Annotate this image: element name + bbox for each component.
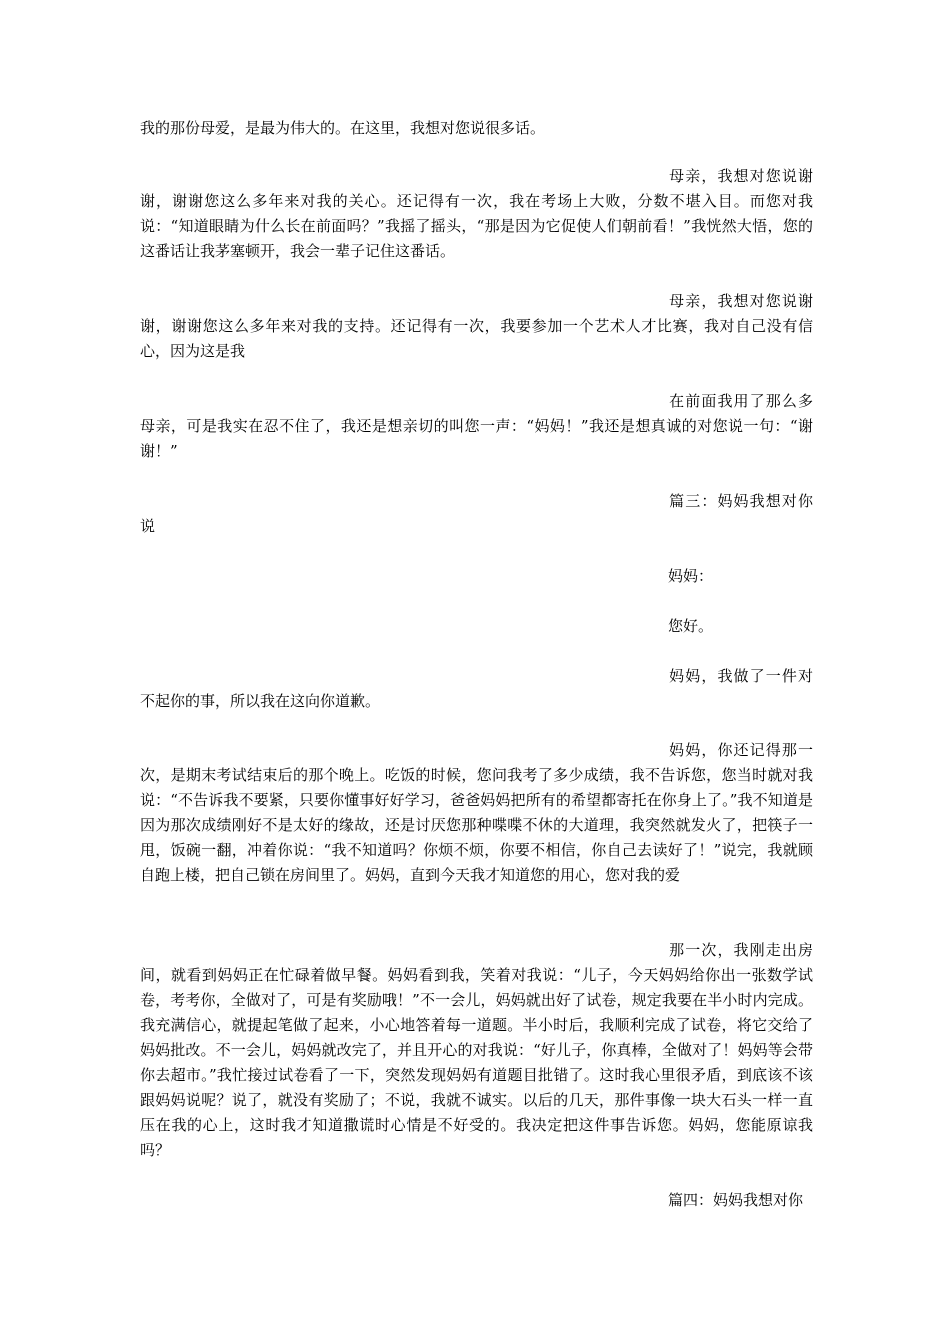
paragraph-text: 妈妈，我做了一件对不起你的事，所以我在这向你道歉。 xyxy=(140,667,813,710)
paragraph-4 xyxy=(140,389,813,464)
paragraph-text: 那一次，我刚走出房间，就看到妈妈正在忙碌着做早餐。妈妈看到我，笑着对我说：“儿子，今天妈妈给你出一张数学试卷，考考你，全做对了，可是有奖励哦！”不一会儿，妈妈就出好了试卷，规定我要在半小时内完成。我充满信心，就提起笔做了起来，小心地答着每一道题。半小时后，我顺利完成了试卷，将它交给了妈妈批改。不一会儿，妈妈就改完了，并且开心的对我说：“好儿子，你真棒，全做对了！妈妈等会带你去超市。”我忙接过试卷看了一下，突然发现妈妈有道题目批错了。这时我心里很矛盾，到底该不该跟妈妈说呢？说了，就没有奖励了；不说，我就不诚实。以后的几天，那件事像一块大石头一样一直压在我的心上，这时我才知道撒谎时心情是不好受的。我决定把这件事告诉您。妈妈，您能原谅我吗？ xyxy=(140,941,813,1159)
paragraph-3 xyxy=(140,289,813,364)
greeting-text: 您好。 xyxy=(668,617,714,635)
heading-text: 篇四：妈妈我想对你 xyxy=(668,1191,804,1209)
paragraph-1 xyxy=(140,116,813,141)
section-heading-3 xyxy=(140,489,813,539)
paragraph-7 xyxy=(140,938,813,1163)
salutation xyxy=(140,564,813,589)
heading-text: 篇三：妈妈我想对你说 xyxy=(140,492,813,535)
paragraph-text: 我的那份母爱，是最为伟大的。在这里，我想对您说很多话。 xyxy=(140,119,546,137)
paragraph-text: 在前面我用了那么多母亲，可是我实在忍不住了，我还是想亲切的叫您一声：“妈妈！”我还是想真诚的对您说一句：“谢谢！” xyxy=(140,392,813,460)
greeting xyxy=(140,614,813,639)
paragraph-text: 妈妈，你还记得那一次，是期末考试结束后的那个晚上。吃饭的时候，您问我考了多少成绩，我不告诉您，您当时就对我说：“不告诉我不要紧，只要你懂事好好学习，爸爸妈妈把所有的希望都寄托在你身上了。”我不知道是因为那次成绩刚好不是太好的缘故，还是讨厌您那种喋喋不休的大道理，我突然就发火了，把筷子一甩，饭碗一翻，冲着你说：“我不知道吗？你烦不烦，你要不相信，你自己去读好了！”说完，我就顾自跑上楼，把自己锁在房间里了。妈妈，直到今天我才知道您的用心，您对我的爱 xyxy=(140,741,813,884)
paragraph-5 xyxy=(140,664,813,714)
paragraph-text: 母亲，我想对您说谢谢，谢谢您这么多年来对我的关心。还记得有一次，我在考场上大败，分数不堪入目。而您对我说：“知道眼睛为什么长在前面吗？”我摇了摇头，“那是因为它促使人们朝前看！”我恍然大悟，您的这番话让我茅塞顿开，我会一辈子记住这番话。 xyxy=(140,167,813,260)
paragraph-2 xyxy=(140,164,813,264)
salutation-text: 妈妈： xyxy=(668,567,714,585)
paragraph-6 xyxy=(140,738,813,888)
paragraph-text: 母亲，我想对您说谢谢，谢谢您这么多年来对我的支持。还记得有一次，我要参加一个艺术人才比赛，我对自己没有信心，因为这是我 xyxy=(140,292,813,360)
section-heading-4 xyxy=(140,1188,813,1213)
